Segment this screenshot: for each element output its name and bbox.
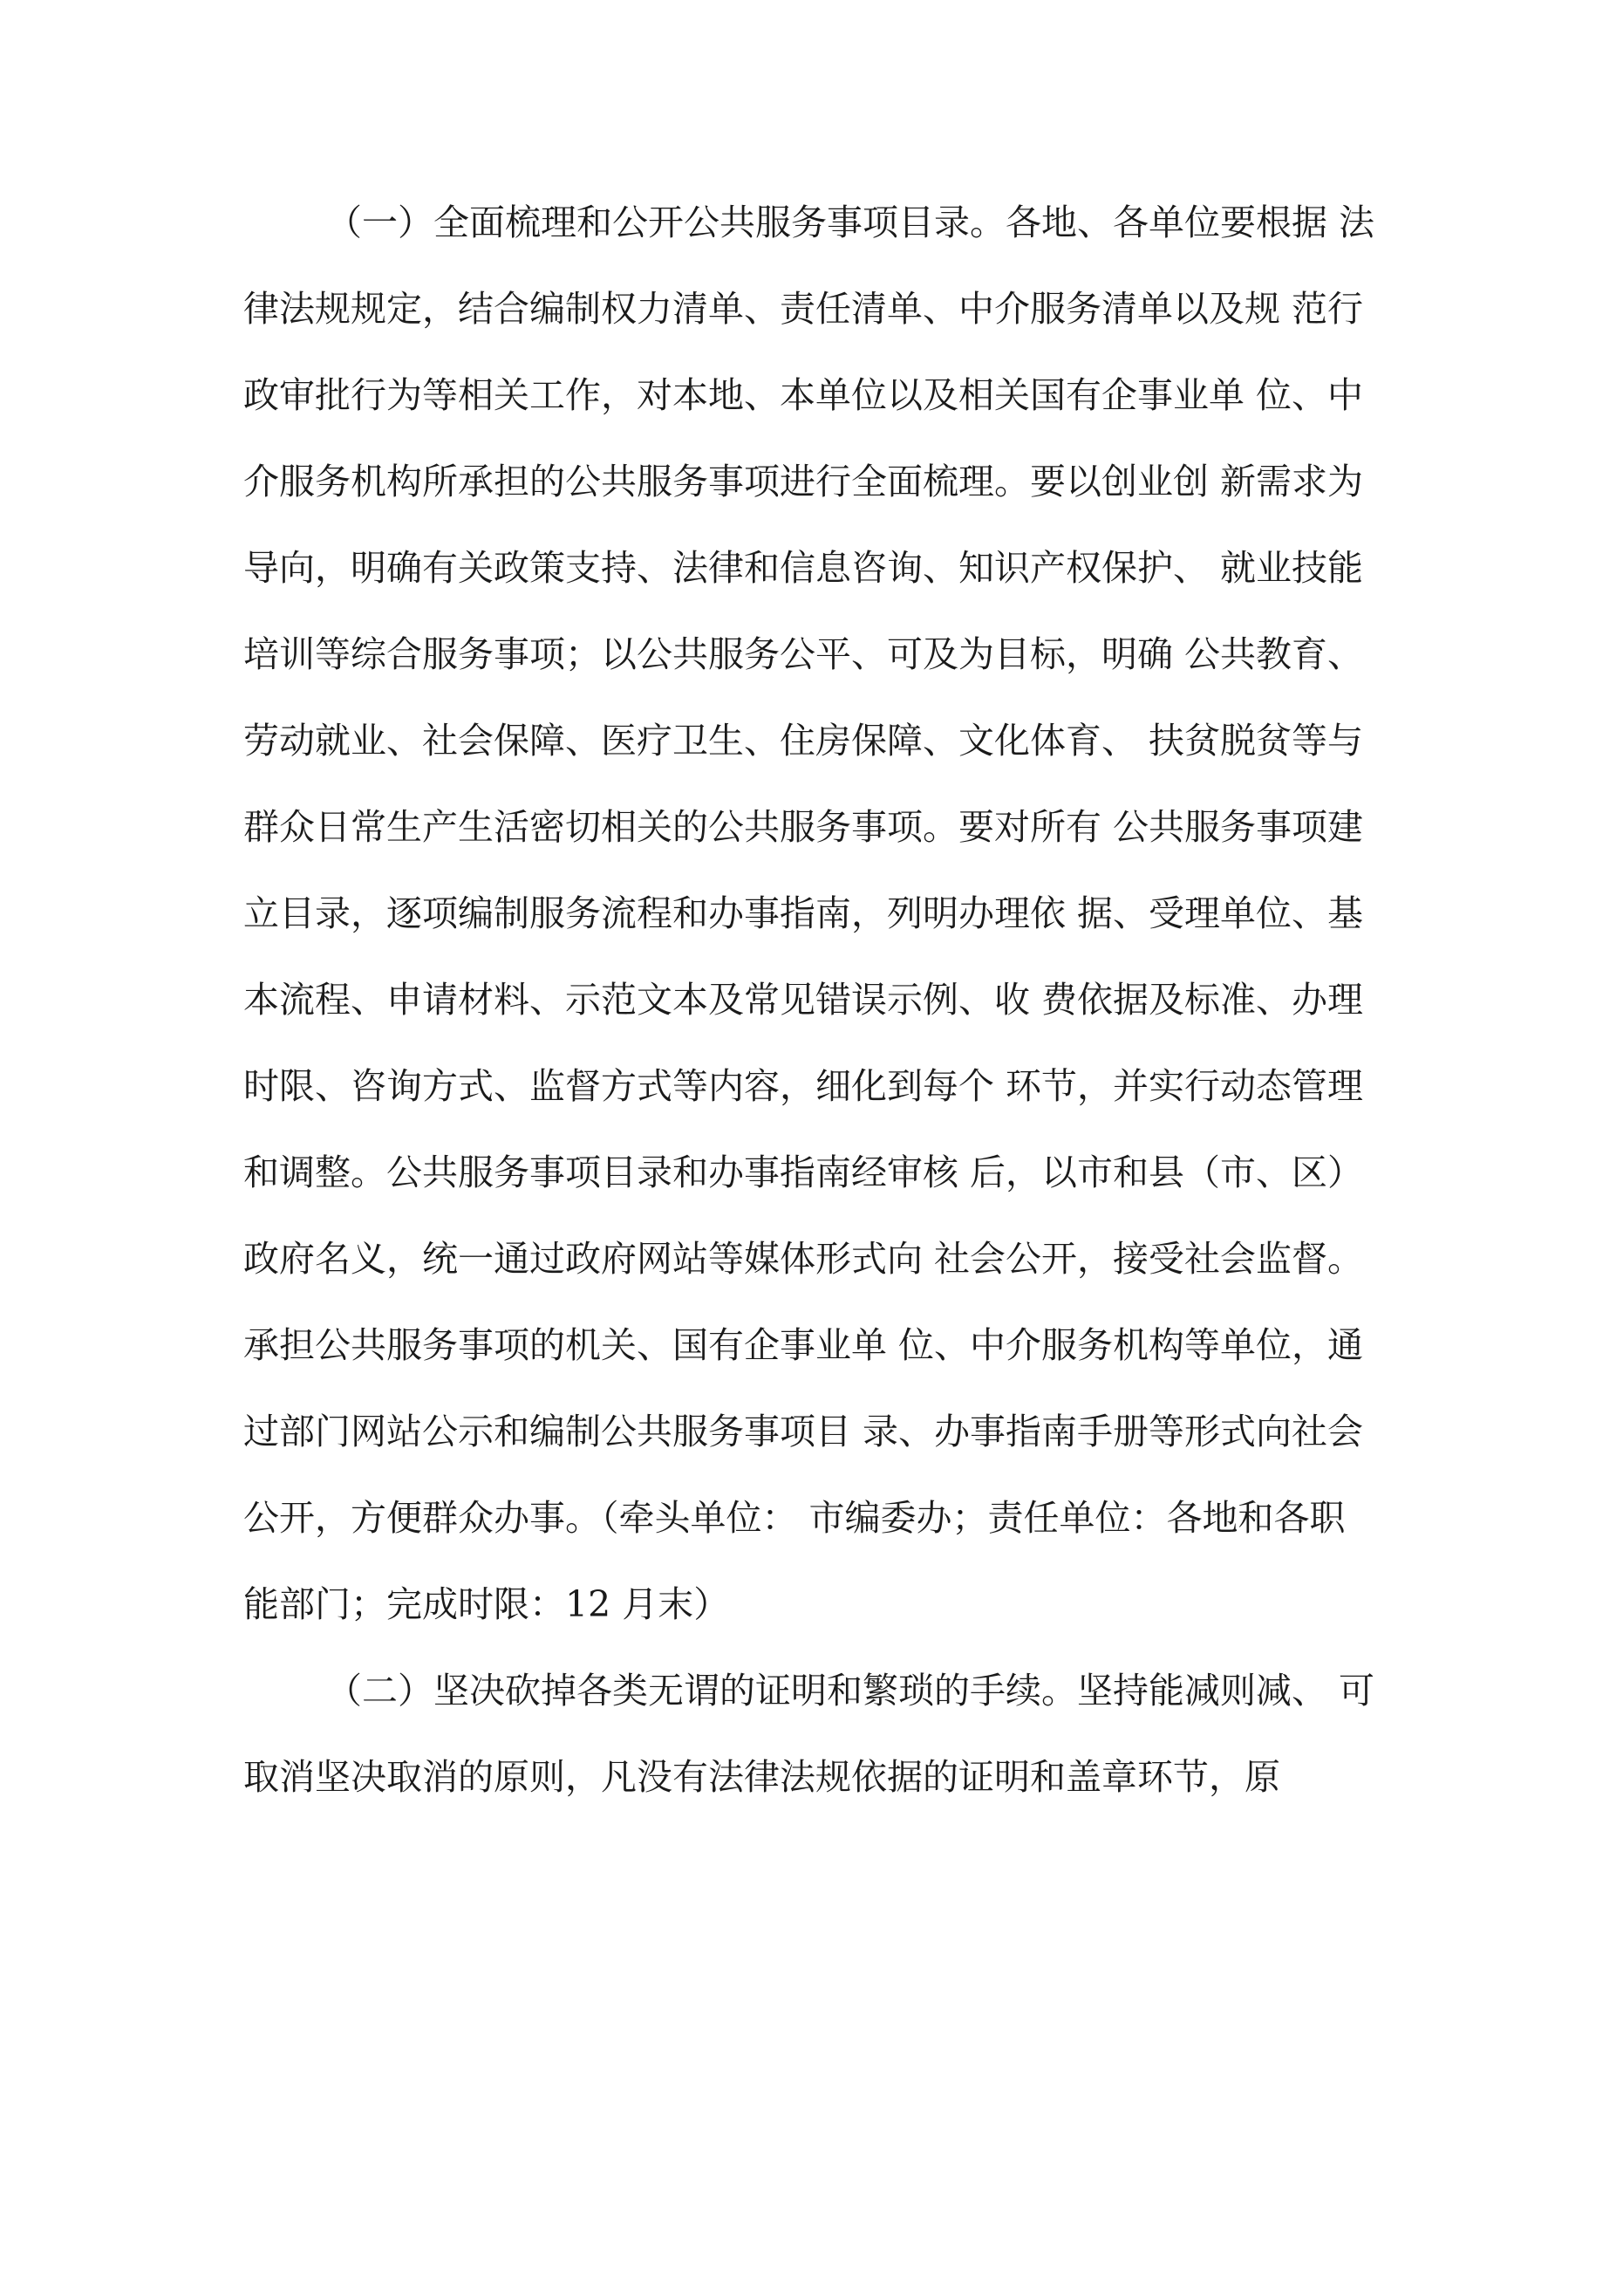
paragraph-1-line-4: 介服务机构所承担的公共服务事项进行全面梳理。要以创业创 新需求为	[243, 461, 1364, 502]
paragraph-1-line-12: 和调整。公共服务事项目录和办事指南经审核 后，以市和县（市、区）	[243, 1151, 1364, 1193]
paragraph-1-line-8: 群众日常生产生活密切相关的公共服务事项。要对所有 公共服务事项建	[243, 806, 1364, 848]
paragraph-1-line-5: 导向，明确有关政策支持、法律和信息咨询、知识产权保护、 就业技能	[243, 547, 1364, 589]
paragraph-1-line-17: 能部门；完成时限：12 月末）	[243, 1583, 730, 1625]
paragraph-1-line-1: （一）全面梳理和公开公共服务事项目录。各地、各单位要根据 法	[326, 202, 1375, 243]
paragraph-1-line-2: 律法规规定，结合编制权力清单、责任清单、中介服务清单以及规 范行	[243, 288, 1364, 330]
paragraph-1-line-15: 过部门网站公示和编制公共服务事项目 录、办事指南手册等形式向社会	[243, 1411, 1364, 1452]
paragraph-1-line-10: 本流程、申请材料、示范文本及常见错误示例、收 费依据及标准、办理	[243, 979, 1364, 1021]
paragraph-2-line-1: （二）坚决砍掉各类无谓的证明和繁琐的手续。坚持能减则减、 可	[326, 1670, 1375, 1712]
paragraph-2-line-2: 取消坚决取消的原则，凡没有法律法规依据的证明和盖章环节，原	[243, 1756, 1280, 1798]
paragraph-1-line-16: 公开，方便群众办事。（牵头单位： 市编委办；责任单位：各地和各职	[243, 1497, 1346, 1539]
paragraph-1-line-3: 政审批行为等相关工作，对本地、本单位以及相关国有企事业单 位、中	[243, 374, 1364, 416]
paragraph-1-line-13: 政府名义，统一通过政府网站等媒体形式向 社会公开，接受社会监督。	[243, 1238, 1364, 1280]
paragraph-1-line-6: 培训等综合服务事项；以公共服务公平、可及为目标，明确 公共教育、	[243, 633, 1364, 675]
paragraph-1-line-7: 劳动就业、社会保障、医疗卫生、住房保障、文化体育、 扶贫脱贫等与	[243, 720, 1364, 762]
paragraph-1-line-9: 立目录，逐项编制服务流程和办事指南，列明办理依 据、受理单位、基	[243, 892, 1364, 934]
paragraph-1-line-11: 时限、咨询方式、监督方式等内容，细化到每个 环节，并实行动态管理	[243, 1065, 1364, 1107]
paragraph-1-line-14: 承担公共服务事项的机关、国有企事业单 位、中介服务机构等单位，通	[243, 1324, 1364, 1366]
